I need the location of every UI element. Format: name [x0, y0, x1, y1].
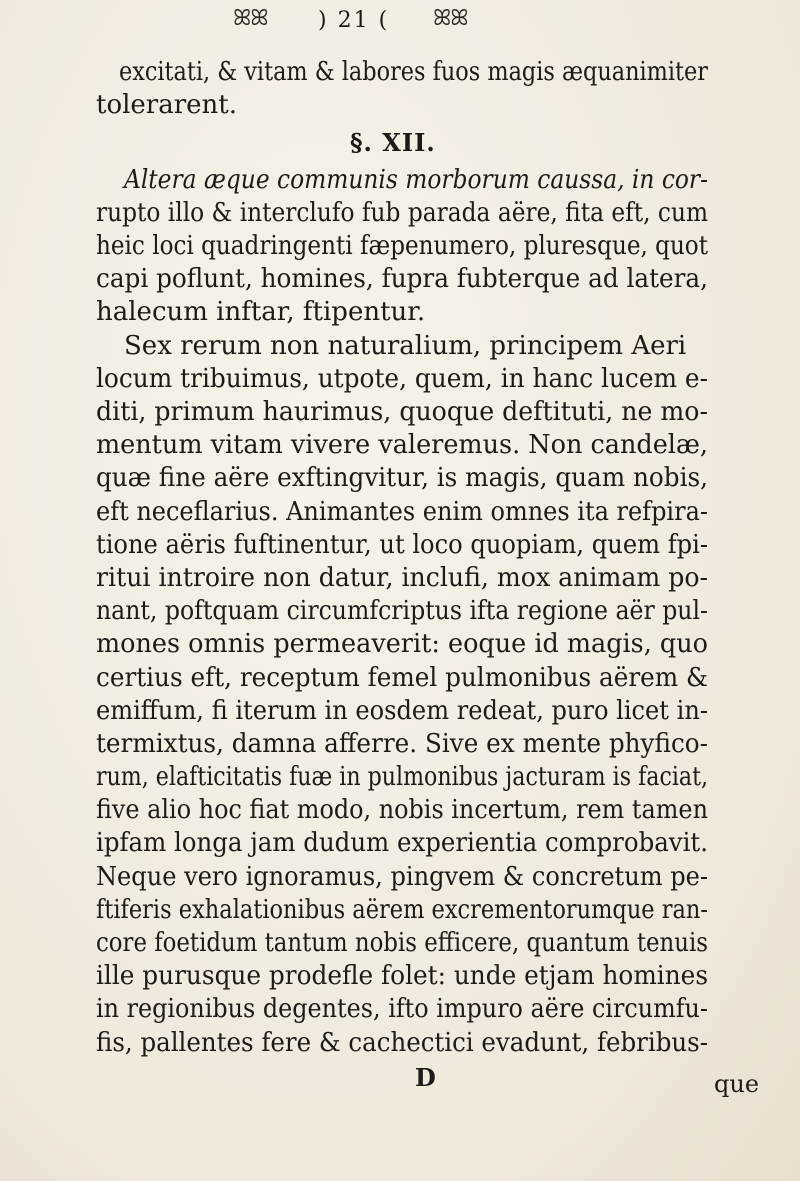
running-header	[0, 0, 800, 52]
text-line: tolerarent.	[96, 90, 238, 120]
text-line: mentum vitam vivere valeremus. Non candelæ,	[96, 430, 709, 460]
text-line: quæ fine aëre exftingvitur, is magis, quam nobis,	[96, 463, 708, 493]
text-line: rupto illo & interclufo fub parada aëre, fita eft, cum	[96, 198, 709, 228]
text-line: rum, elafticitatis fuæ in pulmonibus jacturam is faciat,	[96, 762, 709, 792]
text-line: fis, pallentes fere & cachectici evadunt, febribus-	[96, 1028, 709, 1058]
text-line: Altera æque communis morborum caussa, in cor-	[124, 165, 708, 195]
text-line: ftiferis exhalationibus aërem excrementorumque ran-	[96, 895, 709, 925]
text-line: core foetidum tantum nobis efficere, quantum tenuis	[96, 928, 708, 958]
text-line: excitati, & vitam & labores fuos magis æquanimiter	[119, 57, 708, 87]
text-line: capi poflunt, homines, fupra fubterque ad latera,	[96, 264, 708, 294]
text-line: in regionibus degentes, ifto impuro aëre circumfu-	[96, 994, 708, 1024]
text-line: ritui introire non datur, inclufi, mox animam po-	[96, 563, 709, 593]
text-line: locum tribuimus, utpote, quem, in hanc lucem e-	[96, 364, 708, 394]
text-line: mones omnis permeaverit: eoque id magis, quo	[96, 629, 708, 659]
text-line: heic loci quadringenti fæpenumero, pluresque, quot	[96, 231, 708, 261]
text-line: five alio hoc fiat modo, nobis incertum, rem tamen	[96, 795, 708, 825]
signature-mark: D	[415, 1063, 436, 1092]
text-line: eft neceflarius. Animantes enim omnes ita refpira-	[96, 497, 708, 527]
section-heading: §. XII.	[350, 128, 436, 157]
text-line: diti, primum haurimus, quoque deftituti, ne mo-	[96, 397, 709, 427]
text-line: nant, poftquam circumfcriptus ifta regione aër pul-	[96, 596, 709, 626]
text-line: emiffum, fi iterum in eosdem redeat, puro licet in-	[96, 696, 708, 726]
text-line: tione aëris fuftinentur, ut loco quopiam, quem fpi-	[96, 530, 709, 560]
text-line: Neque vero ignoramus, pingvem & concretum pe-	[96, 862, 708, 892]
text-line: ille purusque prodefle folet: unde etjam homines	[96, 961, 709, 991]
text-line: termixtus, damna afferre. Sive ex mente phyfico-	[96, 729, 709, 759]
text-line: Sex rerum non naturalium, principem Aeri	[124, 331, 687, 361]
text-line: certius eft, receptum femel pulmonibus aërem &	[96, 663, 708, 693]
printer-ornament-left: ꕤꕤ	[233, 6, 268, 31]
text-line: ipfam longa jam dudum experientia comprobavit.	[96, 828, 708, 858]
catchword: que	[714, 1070, 760, 1098]
page-number: ) 21 (	[318, 8, 390, 33]
printer-ornament-right: ꕤꕤ	[433, 6, 468, 31]
text-line: halecum inftar, ftipentur.	[96, 297, 426, 327]
